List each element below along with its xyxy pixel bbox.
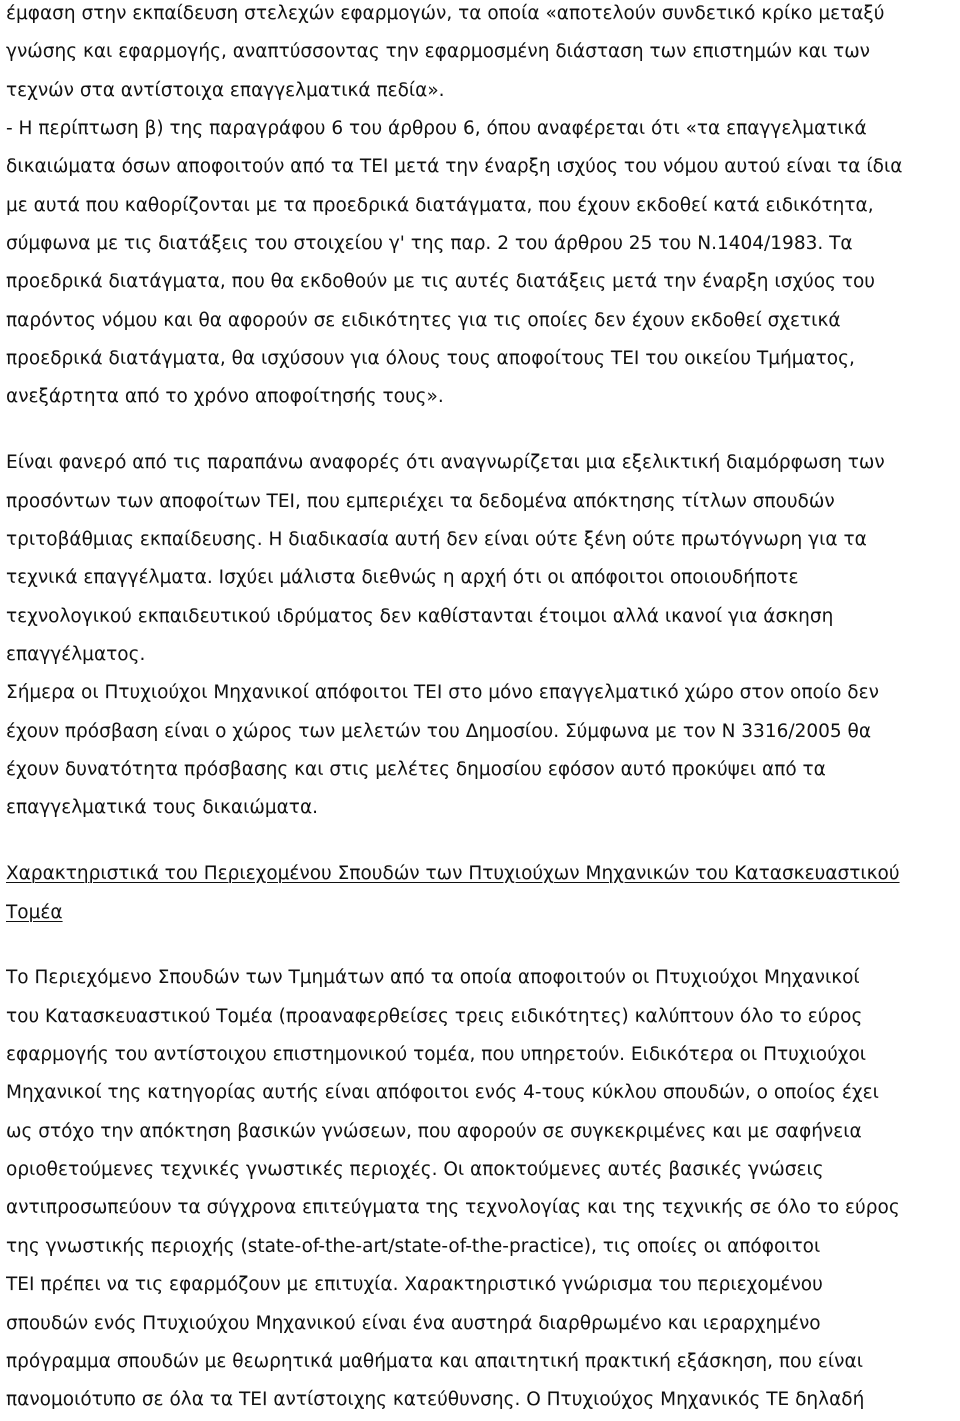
- text-line: τεχνικά επαγγέλματα. Ισχύει μάλιστα διεθνώς η αρχή ότι οι απόφοιτοι οποιουδήποτε: [6, 567, 799, 589]
- text-line: πρόγραμμα σπουδών με θεωρητικά μαθήματα και απαιτητική πρακτική εξάσκηση, που είναι: [6, 1350, 863, 1372]
- text-line: γνώσης και εφαρμογής, αναπτύσσοντας την εφαρμοσμένη διάσταση των επιστημών και των: [6, 41, 871, 63]
- text-line: παρόντος νόμου και θα αφορούν σε ειδικότητες για τις οποίες δεν έχουν εκδοθεί σχετικά: [6, 309, 841, 331]
- text-line: σύμφωνα με τις διατάξεις του στοιχείου γ' της παρ. 2 του άρθρου 25 του Ν.1404/1983. Τα: [6, 233, 853, 255]
- text-line: σπουδών ενός Πτυχιούχου Μηχανικού είναι ένα αυστηρά διαρθρωμένο και ιεραρχημένο: [6, 1312, 821, 1334]
- text-line: έχουν πρόσβαση είναι ο χώρος των μελετών του Δημοσίου. Σύμφωνα με τον Ν 3316/2005 θα: [6, 720, 872, 742]
- text-line: Μηχανικοί της κατηγορίας αυτής είναι απόφοιτοι ενός 4-τους κύκλου σπουδών, ο οποίος έχει: [6, 1082, 879, 1104]
- text-line: δικαιώματα όσων αποφοιτούν από τα ΤΕΙ μετά την έναρξη ισχύος του νόμου αυτού είναι τα ίδια: [6, 156, 903, 178]
- text-line: αντιπροσωπεύουν τα σύγχρονα επιτεύγματα της τεχνολογίας και της τεχνικής σε όλο το εύρος: [6, 1197, 900, 1219]
- text-line: της γνωστικής περιοχής (state-of-the-art/state-of-the-practice), τις οποίες οι απόφοιτοι: [6, 1235, 821, 1257]
- text-line: προσόντων των αποφοίτων ΤΕΙ, που εμπεριέχει τα δεδομένα απόκτησης τίτλων σπουδών: [6, 490, 835, 512]
- text-line: επαγγελματικά τους δικαιώματα.: [6, 797, 319, 819]
- text-line: με αυτά που καθορίζονται με τα προεδρικά διατάγματα, που έχουν εκδοθεί κατά ειδικότητα,: [6, 194, 874, 216]
- text-line: εφαρμογής του αντίστοιχου επιστημονικού τομέα, που υπηρετούν. Ειδικότερα οι Πτυχιούχοι: [6, 1044, 867, 1066]
- text-line: επαγγέλματος.: [6, 644, 146, 665]
- text-line: του Κατασκευαστικού Τομέα (προαναφερθείσες τρεις ειδικότητες) καλύπτουν όλο το εύρος: [6, 1005, 863, 1027]
- text-line: τριτοβάθμιας εκπαίδευσης. Η διαδικασία αυτή δεν είναι ούτε ξένη ούτε πρωτόγνωρη για τα: [6, 528, 867, 550]
- text-line: πανομοιότυπο σε όλα τα ΤΕΙ αντίστοιχης κατεύθυνσης. Ο Πτυχιούχος Μηχανικός ΤΕ δηλαδή: [6, 1389, 865, 1411]
- text-line: τεχνών στα αντίστοιχα επαγγελματικά πεδία».: [6, 79, 445, 101]
- text-line: οριοθετούμενες τεχνικές γνωστικές περιοχές. Οι αποκτούμενες αυτές βασικές γνώσεις: [6, 1159, 824, 1181]
- text-line: Είναι φανερό από τις παραπάνω αναφορές ότι αναγνωρίζεται μια εξελικτική διαμόρφωση των: [6, 452, 885, 474]
- paragraph-qualifications: [6, 444, 956, 674]
- text-line: Σήμερα οι Πτυχιούχοι Μηχανικοί απόφοιτοι ΤΕΙ στο μόνο επαγγελματικό χώρο στον οποίο δεν: [6, 682, 879, 704]
- text-line: έμφαση στην εκπαίδευση στελεχών εφαρμογών, τα οποία «αποτελούν συνδετικό κρίκο μεταξύ: [6, 3, 885, 24]
- paragraph-legal-references: [6, 0, 956, 417]
- text-line: ανεξάρτητα από το χρόνο αποφοίτησής τους».: [6, 386, 444, 408]
- section-heading: [6, 855, 956, 932]
- text-line: έχουν δυνατότητα πρόσβασης και στις μελέτες δημοσίου εφόσον αυτό προκύψει από τα: [6, 759, 826, 781]
- paragraph-curriculum: [6, 959, 956, 1419]
- section-heading-line: Χαρακτηριστικά του Περιεχομένου Σπουδών των Πτυχιούχων Μηχανικών του Κατασκευαστικού: [6, 863, 900, 885]
- paragraph-public-works: [6, 674, 956, 827]
- text-line: προεδρικά διατάγματα, θα ισχύσουν για όλους τους αποφοίτους ΤΕΙ του οικείου Τμήματος,: [6, 348, 855, 370]
- text-line: ΤΕΙ πρέπει να τις εφαρμόζουν με επιτυχία. Χαρακτηριστικό γνώρισμα του περιεχομένου: [6, 1274, 823, 1296]
- text-line: τεχνολογικού εκπαιδευτικού ιδρύματος δεν καθίστανται έτοιμοι αλλά ικανοί για άσκηση: [6, 605, 834, 627]
- text-line: ως στόχο την απόκτηση βασικών γνώσεων, που αφορούν σε συγκεκριμένες και με σαφήνεια: [6, 1120, 862, 1142]
- text-line: - Η περίπτωση β) της παραγράφου 6 του άρθρου 6, όπου αναφέρεται ότι «τα επαγγελματικά: [6, 118, 867, 140]
- text-line: προεδρικά διατάγματα, που θα εκδοθούν με τις αυτές διατάξεις μετά την έναρξη ισχύος του: [6, 271, 875, 293]
- document-page: [6, 0, 956, 1420]
- section-heading-line: Τομέα: [6, 901, 63, 923]
- text-line: Το Περιεχόμενο Σπουδών των Τμημάτων από τα οποία αποφοιτούν οι Πτυχιούχοι Μηχανικοί: [6, 967, 860, 989]
